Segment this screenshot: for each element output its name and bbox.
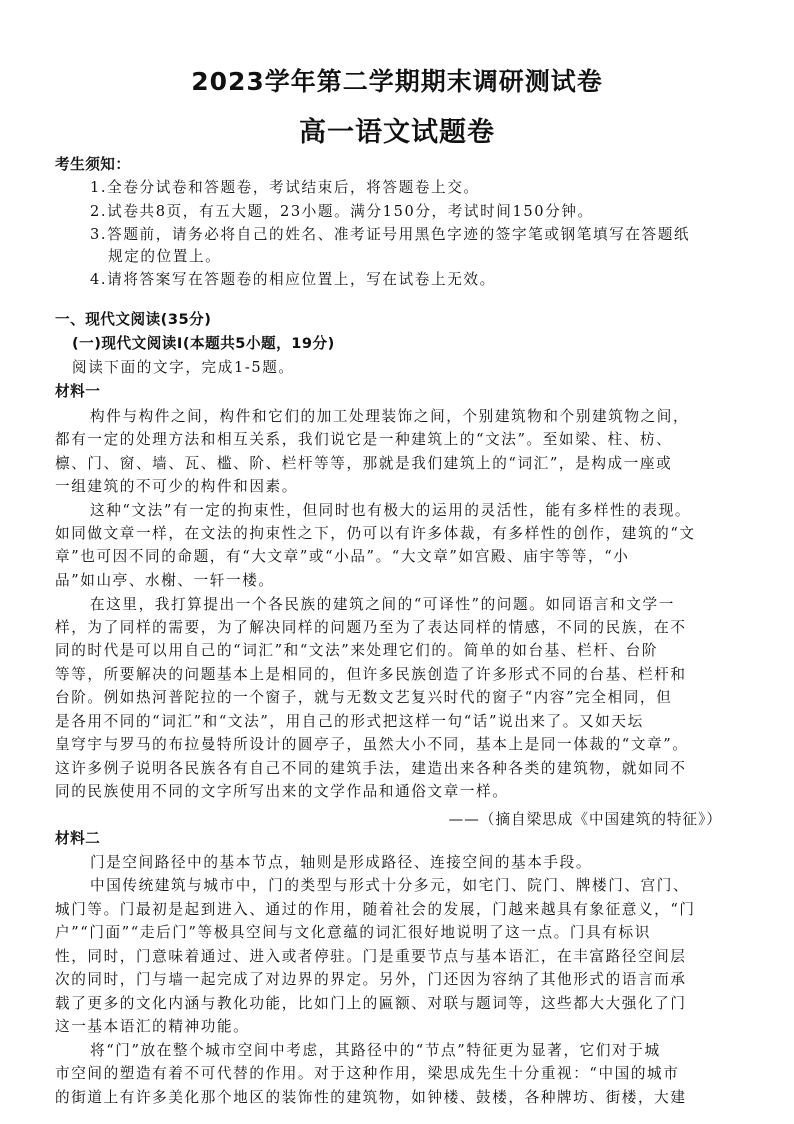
paragraph-line: 城门等。门最初是起到进入、通过的作用，随着社会的发展，门越来越具有象征意义，“门 bbox=[55, 901, 696, 918]
exam-subtitle: 高一语文试题卷 bbox=[299, 117, 495, 148]
paragraph-line: 样，为了同样的需要，为了解决同样的问题乃至为了表达同样的情感，不同的民族，在不 bbox=[55, 619, 687, 636]
subsection-heading: (一)现代文阅读Ⅰ(本题共5小题，19分) bbox=[72, 335, 335, 352]
paragraph-line: 这许多例子说明各民族各有自己不同的建筑手法，建造出来各种各类的建筑物，就如同不 bbox=[55, 760, 687, 777]
notice-item: 规定的位置上。 bbox=[108, 248, 222, 265]
paragraph-line: 的街道上有许多美化那个地区的装饰性的建筑物，如钟楼、鼓楼，各种牌坊、街楼，大建 bbox=[55, 1089, 687, 1106]
citation: ——（摘自梁思成《中国建筑的特征》） bbox=[448, 811, 722, 828]
paragraph-line: 台阶。例如热河普陀拉的一个窗子，就与无数文艺复兴时代的窗子“内容”完全相同，但 bbox=[55, 689, 673, 706]
paragraph-line: 门是空间路径中的基本节点，轴则是形成路径、连接空间的基本手段。 bbox=[90, 854, 593, 871]
paragraph-line: 品”如山亭、水榭、一轩一楼。 bbox=[55, 572, 275, 589]
notice-heading: 考生须知： bbox=[55, 156, 131, 173]
paragraph-line: 等等，所要解决的问题基本上是相同的，但许多民族创造了许多形式不同的台基、栏杆和 bbox=[55, 666, 687, 683]
paragraph-line: 在这里，我打算提出一个各民族的建筑之间的“可译性”的问题。如同语言和文学一 bbox=[90, 596, 675, 613]
paragraph-line: 章”也可因不同的命题，有“大文章”或“小品”。“大文章”如宫殿、庙宇等等，“小 bbox=[55, 548, 630, 565]
notice-item: 4.请将答案写在答题卷的相应位置上，写在试卷上无效。 bbox=[90, 271, 496, 288]
paragraph-line: 次的同时，门与墙一起完成了对边界的界定。另外，门还因为容纳了其他形式的语言而承 bbox=[55, 971, 687, 988]
paragraph-line: 同的民族使用不同的文字所写出来的文学作品和通俗文章一样。 bbox=[55, 783, 509, 800]
paragraph-line: 如同做文章一样，在文法的拘束性之下，仍可以有许多体裁，有多样性的创作，建筑的“文 bbox=[55, 525, 696, 542]
material-heading: 材料二 bbox=[55, 830, 101, 847]
paragraph-line: 市空间的塑造有着不可代替的作用。对于这种作用，梁思成先生十分重视：“中国的城市 bbox=[55, 1065, 680, 1082]
paragraph-line: 户”“门面”“走后门”等极具空间与文化意蕴的词汇很好地说明了这一点。门具有标识 bbox=[55, 924, 651, 941]
instruction: 阅读下面的文字，完成1-5题。 bbox=[72, 359, 295, 376]
paragraph-line: 是各用不同的“词汇”和“文法”，用自己的形式把这样一句“话”说出来了。又如天坛 bbox=[55, 713, 644, 730]
paragraph-line: 构件与构件之间，构件和它们的加工处理装饰之间，个别建筑物和个别建筑物之间， bbox=[90, 408, 690, 425]
paragraph-line: 将“门”放在整个城市空间中考虑，其路径中的“节点”特征更为显著，它们对于城 bbox=[90, 1042, 661, 1059]
exam-title: 2023学年第二学期期末调研测试卷 bbox=[191, 67, 603, 96]
paragraph-line: 这种“文法”有一定的拘束性，但同时也有极大的运用的灵活性，能有多样性的表现。 bbox=[90, 502, 692, 519]
paragraph-line: 载了更多的文化内涵与教化功能，比如门上的匾额、对联与题词等，这些都大大强化了门 bbox=[55, 995, 687, 1012]
section-heading: 一、现代文阅读(35分) bbox=[55, 311, 212, 328]
paragraph-line: 都有一定的处理方法和相互关系，我们说它是一种建筑上的“文法”。至如梁、柱、枋、 bbox=[55, 431, 673, 448]
paragraph-line: 檩、门、窗、墙、瓦、槛、阶、栏杆等等，那就是我们建筑上的“词汇”，是构成一座或 bbox=[55, 455, 673, 472]
paragraph-line: 一组建筑的不可少的构件和因素。 bbox=[55, 478, 298, 495]
paragraph-line: 同的时代是可以用自己的“词汇”和“文法”来处理它们的。简单的如台基、栏杆、台阶 bbox=[55, 642, 659, 659]
notice-item: 2.试卷共8页，有五大题，23小题。满分150分，考试时间150分钟。 bbox=[90, 203, 594, 220]
notice-item: 1.全卷分试卷和答题卷，考试结束后，将答题卷上交。 bbox=[90, 179, 480, 196]
material-heading: 材料一 bbox=[55, 383, 101, 400]
paragraph-line: 这一基本语汇的精神功能。 bbox=[55, 1018, 250, 1035]
paragraph-line: 性，同时，门意味着通过、进入或者停驻。门是重要节点与基本语汇，在丰富路径空间层 bbox=[55, 948, 687, 965]
paragraph-line: 皇穹宇与罗马的布拉曼特所设计的圆亭子，虽然大小不同，基本上是同一体裁的“文章”。 bbox=[55, 736, 689, 753]
paragraph-line: 中国传统建筑与城市中，门的类型与形式十分多元，如宅门、院门、牌楼门、宫门、 bbox=[90, 877, 690, 894]
notice-item: 3.答题前，请务必将自己的姓名、准考证号用黑色字迹的签字笔或钢笔填写在答题纸 bbox=[90, 226, 691, 243]
